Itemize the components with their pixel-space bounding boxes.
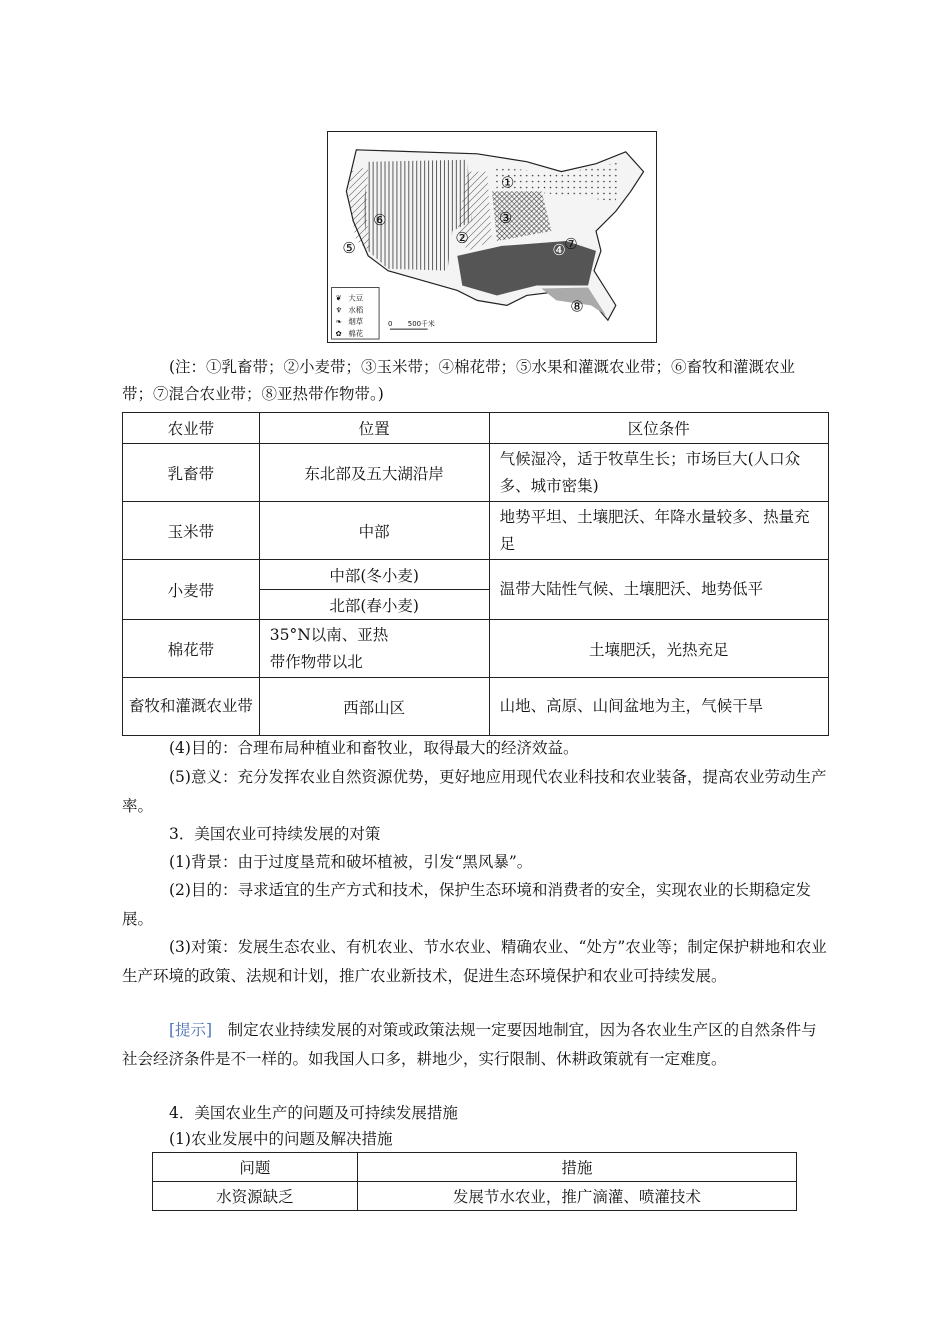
subsection-heading: (1)农业发展中的问题及解决措施 [169, 1130, 393, 1148]
marker-5: ⑤ [342, 238, 356, 257]
table-row [153, 1182, 797, 1211]
marker-1: ① [500, 173, 515, 192]
cell-belt: 乳畜带 [123, 444, 260, 502]
cell-conditions: 山地、高原、山间盆地为主，气候干旱 [489, 678, 828, 736]
header-problem: 问题 [153, 1153, 358, 1182]
paragraph-measures: (3)对策：发展生态农业、有机农业、节水农业、精确农业、“处方”农业等；制定保护耕地和农业生产环境的政策、法规和计划，推广农业新技术，促进生态环境保护和农业可持续发展。 [122, 938, 827, 985]
table-row [123, 444, 829, 502]
cell-measure: 发展节水农业，推广滴灌、喷灌技术 [357, 1182, 796, 1211]
cell-location-2: 北部(春小麦) [259, 590, 489, 620]
table-header-row [123, 413, 829, 444]
legend-tobacco-icon: ❧ [335, 317, 342, 327]
problem-measure-table [152, 1152, 797, 1211]
cell-location: 中部(冬小麦) [259, 560, 489, 590]
cell-location: 35°N以南、亚热带作物带以北 [259, 620, 489, 678]
agriculture-belt-table [122, 412, 829, 736]
cell-belt: 棉花带 [123, 620, 260, 678]
marker-4: ④ [552, 240, 566, 259]
cell-belt: 玉米带 [123, 502, 260, 560]
agriculture-belt-map [327, 131, 657, 343]
cell-conditions: 温带大陆性气候、土壤肥沃、地势低平 [489, 560, 828, 620]
cell-conditions: 气候湿冷，适于牧草生长；市场巨大(人口众多、城市密集) [489, 444, 828, 502]
header-measure: 措施 [357, 1153, 796, 1182]
cell-problem: 水资源缺乏 [153, 1182, 358, 1211]
header-belt: 农业带 [123, 413, 260, 444]
cell-conditions: 地势平坦、土壤肥沃、年降水量较多、热量充足 [489, 502, 828, 560]
marker-7: ⑦ [564, 234, 578, 253]
legend-tobacco: 烟草 [348, 317, 364, 327]
legend-cotton-icon: ✿ [335, 329, 342, 339]
paragraph-purpose: (4)目的：合理布局种植业和畜牧业，取得最大的经济效益。 [169, 739, 579, 757]
legend-soybean: 大豆 [348, 293, 364, 303]
legend-rice-icon: ♆ [335, 305, 343, 315]
marker-8: ⑧ [570, 297, 584, 316]
section-heading-4: 4．美国农业生产的问题及可持续发展措施 [169, 1104, 458, 1122]
legend-rice: 水稻 [348, 305, 364, 315]
cell-conditions: 土壤肥沃，光热充足 [489, 620, 828, 678]
table-row [123, 678, 829, 736]
header-conditions: 区位条件 [489, 413, 828, 444]
cell-location: 西部山区 [259, 678, 489, 736]
header-location: 位置 [259, 413, 489, 444]
table-row [123, 560, 829, 590]
us-map-svg [328, 132, 656, 342]
marker-3: ③ [498, 209, 513, 228]
cell-belt: 小麦带 [123, 560, 260, 620]
hint-label: [提示] [169, 1021, 213, 1039]
table-row [123, 620, 829, 678]
cell-location: 中部 [259, 502, 489, 560]
marker-2: ② [455, 228, 469, 247]
section-heading-3: 3．美国农业可持续发展的对策 [169, 825, 381, 843]
marker-6: ⑥ [373, 211, 387, 230]
cell-location: 东北部及五大湖沿岸 [259, 444, 489, 502]
scale-zero: 0 [387, 320, 393, 329]
hint-text: 制定农业持续发展的对策或政策法规一定要因地制宜，因为各农业生产区的自然条件与社会经济条件是不一样的。如我国人口多，耕地少，实行限制、休耕政策就有一定难度。 [122, 1021, 817, 1068]
paragraph-goal: (2)目的：寻求适宜的生产方式和技术，保护生态环境和消费者的安全，实现农业的长期稳定发展。 [122, 881, 811, 928]
table-header-row [153, 1153, 797, 1182]
map-note: (注：①乳畜带；②小麦带；③玉米带；④棉花带；⑤水果和灌溉农业带；⑥畜牧和灌溉农业带；⑦混合农业带；⑧亚热带作物带。) [122, 358, 796, 403]
hint-paragraph [122, 1016, 828, 1073]
paragraph-background: (1)背景：由于过度垦荒和破坏植被，引发“黑风暴”。 [169, 853, 533, 871]
paragraph-significance: (5)意义：充分发挥农业自然资源优势，更好地应用现代农业科技和农业装备，提高农业劳动生产率。 [122, 768, 827, 815]
cell-belt: 畜牧和灌溉农业带 [123, 678, 260, 736]
legend-soybean-icon: ❦ [335, 293, 342, 303]
table-row [123, 502, 829, 560]
legend-cotton: 棉花 [348, 329, 364, 339]
scale-label: 500千米 [407, 320, 435, 329]
